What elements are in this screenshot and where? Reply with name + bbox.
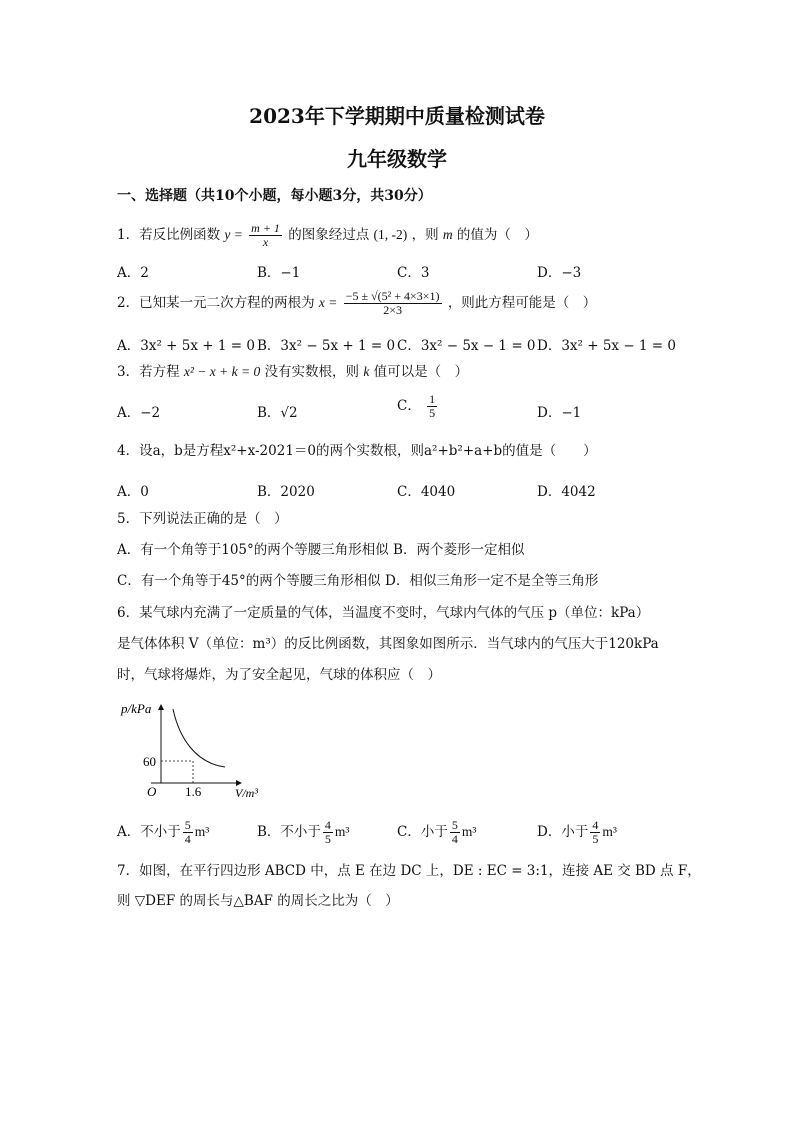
q3-option-c[interactable]: [397, 393, 439, 420]
q1-option-d[interactable]: D．−3: [537, 265, 582, 281]
q2-fraction-denominator: 2×3: [383, 303, 402, 318]
q3-option-c-label: C．: [397, 398, 421, 415]
question-5: 5．下列说法正确的是（ ）: [117, 511, 288, 527]
q1-prefix: 1．若反比例函数: [117, 227, 221, 244]
question-4: 4．设a，b是方程x²+x-2021＝0的两个实数根，则a²+b²+a+b的值是（ ）: [117, 443, 597, 459]
q6-a-unit: m³: [194, 824, 210, 840]
q1-option-c[interactable]: C．3: [397, 265, 430, 281]
q6-a-numerator: 5: [184, 818, 191, 832]
section-heading: 一、选择题（共10个小题，每小题3分，共30分）: [117, 188, 432, 204]
question-6-line-1: 6．某气球内充满了一定质量的气体，当温度不变时，气球内气体的气压 p（单位：kPa）: [117, 605, 650, 621]
q1-option-a[interactable]: A．2: [117, 265, 149, 281]
q3-mid: 没有实数根，则: [264, 364, 360, 380]
question-7-line-1: 7．如图，在平行四边形 ABCD 中，点 E 在边 DC 上，DE : EC = 3:1，连接 AE 交 BD 点 F，: [117, 863, 701, 879]
q6-b-fraction: [323, 819, 333, 846]
exam-subtitle: 九年级数学: [347, 147, 447, 171]
q6-b-denominator: 5: [324, 832, 331, 847]
q1-mid: 的图象经过点: [288, 227, 370, 244]
q3-var: k: [363, 364, 370, 379]
q1-option-b[interactable]: B．−1: [257, 265, 301, 281]
q4-option-c[interactable]: C．4040: [397, 484, 456, 500]
q6-c-fraction: [450, 819, 460, 846]
q4-option-a[interactable]: A．0: [117, 484, 149, 500]
q6-c-numerator: 5: [451, 818, 458, 832]
question-6-line-3: 时，气球将爆炸，为了安全起见，气球的体积应（ ）: [117, 667, 441, 683]
q2-option-d[interactable]: D．3x² + 5x − 1 = 0: [537, 338, 677, 354]
q3-option-b[interactable]: B．√2: [257, 405, 298, 421]
q3-prefix: 3．若方程: [117, 364, 180, 380]
q4-option-b[interactable]: B．2020: [257, 484, 315, 500]
y-axis-label: p/kPa: [121, 701, 152, 716]
q6-c-unit: m³: [461, 824, 477, 840]
q1-func-lhs: y =: [224, 227, 243, 243]
q6-option-c[interactable]: [397, 819, 476, 846]
q6-c-denominator: 4: [451, 832, 458, 847]
q1-fraction: [249, 222, 282, 249]
q3-c-numerator: 1: [429, 392, 436, 406]
q3-equation: x² − x + k = 0: [183, 364, 261, 379]
q5-options-line-2[interactable]: C．有一个角等于45°的两个等腰三角形相似 D．相似三角形一定不是全等三角形: [117, 573, 599, 589]
q6-b-unit: m³: [334, 824, 350, 840]
q3-option-d[interactable]: D．−1: [537, 405, 582, 421]
q3-option-c-fraction: [427, 393, 437, 420]
q6-option-d[interactable]: [537, 819, 617, 846]
question-1: [117, 222, 538, 249]
q6-d-denominator: 5: [592, 832, 599, 847]
q2-post: ，则此方程可能是（ ）: [447, 295, 597, 312]
q2-option-c[interactable]: C．3x² − 5x − 1 = 0: [397, 338, 536, 354]
question-2: [117, 290, 596, 317]
x-axis-label: V/m³: [235, 786, 258, 800]
q2-option-b[interactable]: B．3x² − 5x + 1 = 0: [257, 338, 396, 354]
q2-fraction-numerator: −5 ± √(5² + 4×3×1): [345, 289, 440, 303]
q2-prefix: 2．已知某一元二次方程的两根为: [117, 295, 315, 312]
q2-x-lhs: x =: [318, 295, 338, 311]
q6-option-b[interactable]: [257, 819, 349, 846]
question-7-line-2: 则 ▽DEF 的周长与△BAF 的周长之比为（ ）: [117, 893, 399, 909]
question-6-line-2: 是气体体积 V（单位：m³）的反比例函数，其图象如图所示．当气球内的气压大于120kPa: [117, 636, 659, 652]
q3-post: 值可以是（ ）: [373, 364, 469, 380]
q3-option-a[interactable]: A．−2: [117, 405, 161, 421]
q6-a-label: A．不小于: [117, 824, 181, 841]
q6-pressure-volume-graph: [115, 697, 275, 807]
q6-d-unit: m³: [602, 824, 617, 840]
q1-post2: 的值为（ ）: [456, 227, 538, 244]
inverse-curve: [173, 709, 225, 767]
origin-label: O: [147, 784, 157, 799]
q1-fraction-denominator: x: [262, 235, 269, 250]
q6-d-label: D．小于: [537, 824, 589, 841]
q6-d-numerator: 4: [592, 818, 599, 832]
q6-a-denominator: 4: [184, 832, 191, 847]
q1-fraction-numerator: m + 1: [251, 221, 280, 235]
q6-option-a[interactable]: [117, 819, 209, 846]
q6-c-label: C．小于: [397, 824, 448, 841]
exam-title: 2023年下学期期中质量检测试卷: [249, 104, 545, 128]
q3-c-denominator: 5: [429, 406, 436, 421]
q6-b-numerator: 4: [324, 818, 331, 832]
q1-point: (1, -2): [373, 227, 408, 243]
q4-option-d[interactable]: D．4042: [537, 484, 596, 500]
y-tick-label: 60: [143, 754, 156, 769]
q1-var: m: [442, 227, 453, 243]
q2-option-a[interactable]: A．3x² + 5x + 1 = 0: [117, 338, 255, 354]
q6-b-label: B．不小于: [257, 824, 321, 841]
q1-post: ，则: [411, 227, 439, 244]
x-tick-label: 1.6: [185, 784, 202, 799]
q6-a-fraction: [183, 819, 193, 846]
question-3: [117, 364, 468, 380]
q5-options-line-1[interactable]: A．有一个角等于105°的两个等腰三角形相似 B．两个菱形一定相似: [117, 542, 525, 558]
q6-d-fraction: [590, 819, 600, 846]
q2-fraction: [344, 290, 442, 317]
